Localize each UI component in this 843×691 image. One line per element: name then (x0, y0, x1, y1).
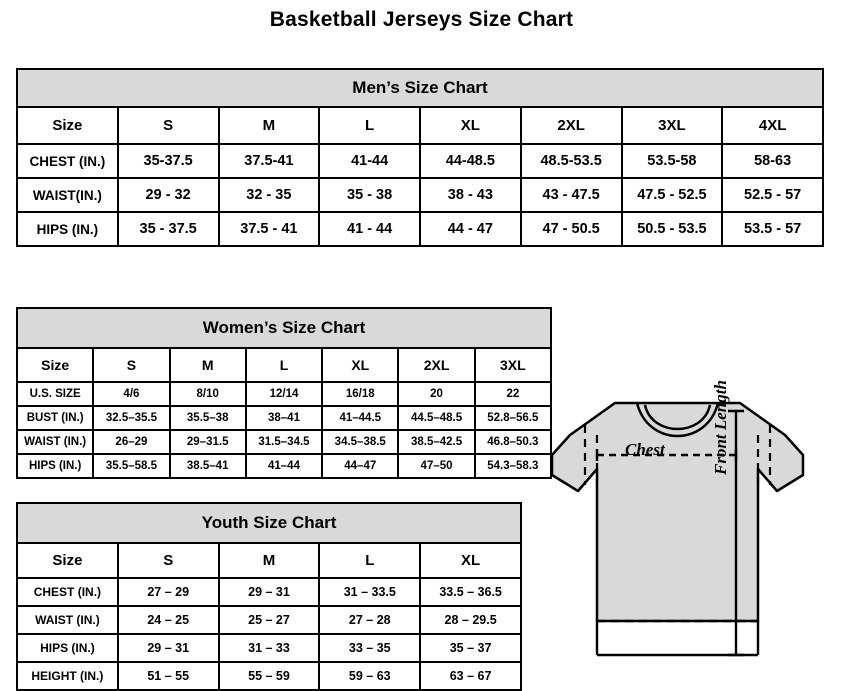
youth-cell-chest-l: 31 – 33.5 (319, 578, 420, 606)
mens-cell-chest-l: 41-44 (319, 144, 420, 178)
mens-cell-waist-xl: 38 - 43 (420, 178, 521, 212)
table-caption-row (17, 503, 521, 543)
youth-header-s: S (118, 543, 219, 578)
mens-cell-hips-2xl: 47 - 50.5 (521, 212, 622, 246)
womens-cell-bust-s: 32.5–35.5 (93, 406, 169, 430)
womens-cell-ussize-s: 4/6 (93, 382, 169, 406)
mens-cell-waist-4xl: 52.5 - 57 (722, 178, 823, 212)
womens-cell-waist-3xl: 46.8–50.3 (475, 430, 551, 454)
youth-cell-chest-m: 29 – 31 (219, 578, 320, 606)
youth-cell-height-m: 55 – 59 (219, 662, 320, 690)
mens-header-3xl: 3XL (622, 107, 723, 144)
youth-header-l: L (319, 543, 420, 578)
mens-cell-waist-2xl: 43 - 47.5 (521, 178, 622, 212)
table-header-row (17, 107, 823, 144)
womens-cell-hips-s: 35.5–58.5 (93, 454, 169, 478)
youth-chart-caption: Youth Size Chart (17, 503, 521, 543)
mens-cell-hips-4xl: 53.5 - 57 (722, 212, 823, 246)
youth-cell-waist-l: 27 – 28 (319, 606, 420, 634)
table-caption-row (17, 69, 823, 107)
womens-cell-hips-3xl: 54.3–58.3 (475, 454, 551, 478)
mens-header-size: Size (17, 107, 118, 144)
table-row (17, 454, 551, 478)
youth-cell-hips-s: 29 – 31 (118, 634, 219, 662)
youth-row-label-chest: CHEST (IN.) (17, 578, 118, 606)
mens-chart-caption: Men’s Size Chart (17, 69, 823, 107)
mens-cell-waist-s: 29 - 32 (118, 178, 219, 212)
youth-cell-hips-xl: 35 – 37 (420, 634, 521, 662)
womens-cell-bust-l: 38–41 (246, 406, 322, 430)
table-row (17, 144, 823, 178)
youth-header-xl: XL (420, 543, 521, 578)
womens-header-s: S (93, 348, 169, 382)
table-row (17, 178, 823, 212)
mens-cell-hips-s: 35 - 37.5 (118, 212, 219, 246)
mens-size-chart-table (16, 68, 824, 247)
table-row (17, 382, 551, 406)
mens-cell-chest-m: 37.5-41 (219, 144, 320, 178)
mens-header-s: S (118, 107, 219, 144)
womens-cell-ussize-2xl: 20 (398, 382, 474, 406)
womens-size-chart-table (16, 307, 552, 479)
womens-chart-caption: Women’s Size Chart (17, 308, 551, 348)
mens-cell-chest-2xl: 48.5-53.5 (521, 144, 622, 178)
womens-cell-hips-l: 41–44 (246, 454, 322, 478)
table-caption-row (17, 308, 551, 348)
mens-cell-waist-m: 32 - 35 (219, 178, 320, 212)
womens-header-3xl: 3XL (475, 348, 551, 382)
youth-header-m: M (219, 543, 320, 578)
youth-cell-height-xl: 63 – 67 (420, 662, 521, 690)
womens-cell-waist-xl: 34.5–38.5 (322, 430, 398, 454)
front-length-measurement-label: Front Length (711, 380, 730, 475)
youth-cell-height-s: 51 – 55 (118, 662, 219, 690)
table-row (17, 212, 823, 246)
youth-header-size: Size (17, 543, 118, 578)
womens-header-2xl: 2XL (398, 348, 474, 382)
mens-cell-chest-s: 35-37.5 (118, 144, 219, 178)
table-row (17, 606, 521, 634)
womens-cell-waist-s: 26–29 (93, 430, 169, 454)
mens-header-l: L (319, 107, 420, 144)
mens-cell-chest-xl: 44-48.5 (420, 144, 521, 178)
youth-cell-chest-xl: 33.5 – 36.5 (420, 578, 521, 606)
table-row (17, 662, 521, 690)
mens-header-m: M (219, 107, 320, 144)
mens-row-label-hips: HIPS (IN.) (17, 212, 118, 246)
womens-cell-waist-2xl: 38.5–42.5 (398, 430, 474, 454)
youth-cell-chest-s: 27 – 29 (118, 578, 219, 606)
mens-cell-hips-xl: 44 - 47 (420, 212, 521, 246)
table-row (17, 578, 521, 606)
mens-cell-chest-4xl: 58-63 (722, 144, 823, 178)
womens-cell-ussize-3xl: 22 (475, 382, 551, 406)
mens-header-xl: XL (420, 107, 521, 144)
page-title: Basketball Jerseys Size Chart (269, 8, 574, 31)
youth-row-label-hips: HIPS (IN.) (17, 634, 118, 662)
womens-header-l: L (246, 348, 322, 382)
youth-cell-waist-xl: 28 – 29.5 (420, 606, 521, 634)
mens-cell-waist-l: 35 - 38 (319, 178, 420, 212)
mens-header-2xl: 2XL (521, 107, 622, 144)
youth-size-chart-table (16, 502, 522, 691)
womens-cell-bust-2xl: 44.5–48.5 (398, 406, 474, 430)
womens-cell-bust-xl: 41–44.5 (322, 406, 398, 430)
shirt-measurement-diagram (540, 363, 840, 683)
womens-cell-hips-xl: 44–47 (322, 454, 398, 478)
womens-size-chart-section (16, 307, 552, 479)
youth-cell-hips-m: 31 – 33 (219, 634, 320, 662)
mens-cell-chest-3xl: 53.5-58 (622, 144, 723, 178)
mens-header-4xl: 4XL (722, 107, 823, 144)
youth-size-chart-section (16, 502, 522, 691)
jersey-illustration-icon (540, 363, 840, 683)
mens-cell-hips-l: 41 - 44 (319, 212, 420, 246)
youth-cell-height-l: 59 – 63 (319, 662, 420, 690)
womens-row-label-bust: BUST (IN.) (17, 406, 93, 430)
mens-cell-waist-3xl: 47.5 - 52.5 (622, 178, 723, 212)
chest-measurement-label: Chest (625, 440, 665, 459)
womens-cell-hips-2xl: 47–50 (398, 454, 474, 478)
youth-row-label-height: HEIGHT (IN.) (17, 662, 118, 690)
table-header-row (17, 348, 551, 382)
mens-cell-hips-3xl: 50.5 - 53.5 (622, 212, 723, 246)
mens-row-label-waist: WAIST(IN.) (17, 178, 118, 212)
youth-cell-hips-l: 33 – 35 (319, 634, 420, 662)
youth-cell-waist-s: 24 – 25 (118, 606, 219, 634)
youth-cell-waist-m: 25 – 27 (219, 606, 320, 634)
womens-cell-waist-l: 31.5–34.5 (246, 430, 322, 454)
womens-cell-ussize-m: 8/10 (170, 382, 246, 406)
womens-cell-waist-m: 29–31.5 (170, 430, 246, 454)
table-row (17, 634, 521, 662)
youth-row-label-waist: WAIST (IN.) (17, 606, 118, 634)
womens-row-label-hips: HIPS (IN.) (17, 454, 93, 478)
womens-cell-bust-3xl: 52.8–56.5 (475, 406, 551, 430)
hem-sides (597, 621, 758, 655)
table-row (17, 406, 551, 430)
womens-cell-hips-m: 38.5–41 (170, 454, 246, 478)
mens-size-chart-section (16, 68, 824, 247)
womens-header-size: Size (17, 348, 93, 382)
mens-cell-hips-m: 37.5 - 41 (219, 212, 320, 246)
womens-row-label-waist: WAIST (IN.) (17, 430, 93, 454)
womens-row-label-us-size: U.S. SIZE (17, 382, 93, 406)
womens-cell-bust-m: 35.5–38 (170, 406, 246, 430)
table-row (17, 430, 551, 454)
womens-cell-ussize-l: 12/14 (246, 382, 322, 406)
table-header-row (17, 543, 521, 578)
womens-cell-ussize-xl: 16/18 (322, 382, 398, 406)
womens-header-m: M (170, 348, 246, 382)
womens-header-xl: XL (322, 348, 398, 382)
mens-row-label-chest: CHEST (IN.) (17, 144, 118, 178)
